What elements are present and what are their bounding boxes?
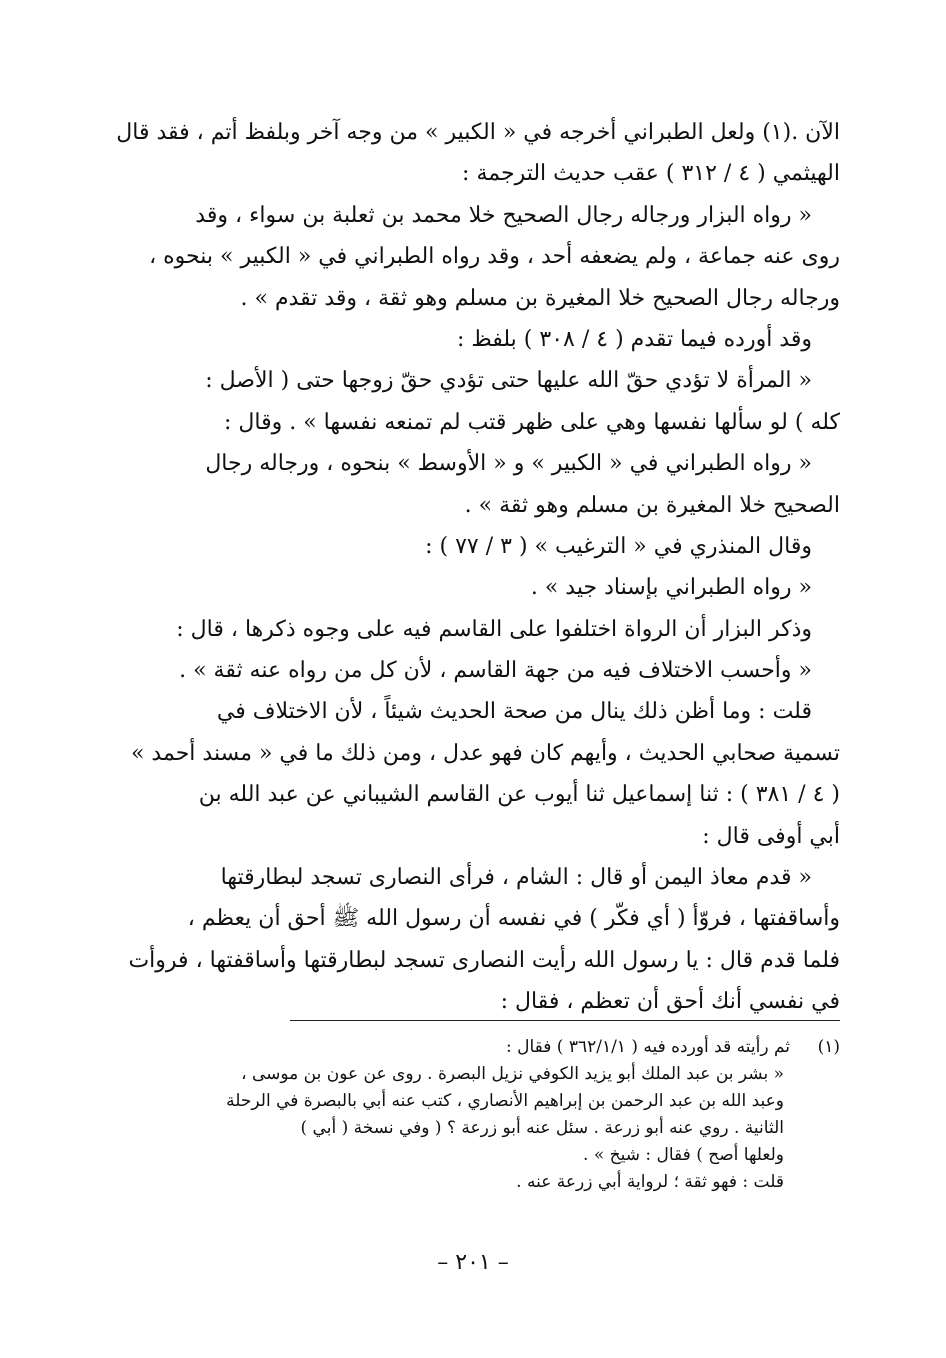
text-line: الآن .(١) ولعل الطبراني أخرجه في « الكبير » من وجه آخر وبلفظ أتم ، فقد قال: [116, 120, 840, 145]
text-line: أبي أوفى قال :: [702, 823, 840, 849]
footnote-line: ولعلها أصح ) فقال : شيخ » .: [583, 1145, 784, 1165]
footnote-first-line: [108, 1034, 840, 1061]
footnote-line: الثانية . روي عنه أبو زرعة . سئل عنه أبو زرعة ؟ ( وفي نسخة ( أبي ): [300, 1118, 784, 1138]
text-line: « قدم معاذ اليمن أو قال : الشام ، فرأى النصارى تسجد لبطارقتها: [220, 865, 812, 891]
footnote-line: وعبد الله بن عبد الرحمن بن إبراهيم الأنصاري ، كتب عنه أبي بالبصرة في الرحلة: [226, 1091, 784, 1111]
footnote: [108, 1034, 840, 1196]
text-line: ( ٤ / ٣٨١ ) : ثنا إسماعيل ثنا أيوب عن القاسم الشيباني عن عبد الله بن: [198, 782, 840, 808]
text-line: في نفسي أنك أحق أن تعظم ، فقال :: [500, 989, 840, 1015]
text-line: روى عنه جماعة ، ولم يضعفه أحد ، وقد رواه الطبراني في « الكبير » بنحوه ،: [149, 244, 840, 270]
text-line: وقال المنذري في « الترغيب » ( ٣ / ٧٧ ) :: [425, 533, 812, 559]
page-number: – ٢٠١ –: [437, 1250, 509, 1275]
text-line: « وأحسب الاختلاف فيه من جهة القاسم ، لأن كل من رواه عنه ثقة » .: [179, 658, 812, 684]
text-line: « رواه الطبراني بإسناد جيد » .: [530, 575, 812, 601]
text-line: كله ) لو سألها نفسها وهي على ظهر قتب لم تمنعه نفسها » . وقال :: [223, 409, 840, 435]
text-line: « المرأة لا تؤدي حقّ الله عليها حتى تؤدي حقّ زوجها حتى ( الأصل :: [205, 368, 812, 394]
footnote-line: قلت : فهو ثقة ؛ لرواية أبي زرعة عنه .: [516, 1172, 784, 1192]
text-line: فلما قدم قال : يا رسول الله رأيت النصارى تسجد لبطارقتها وأساقفتها ، فروأت: [128, 947, 840, 973]
text-line: « رواه البزار ورجاله رجال الصحيح خلا محمد بن ثعلبة بن سواء ، وقد: [195, 202, 812, 228]
main-text: [108, 112, 840, 1023]
text-line: « رواه الطبراني في « الكبير » و « الأوسط » بنحوه ، ورجاله رجال: [205, 451, 812, 477]
text-line: وأساقفتها ، فروّأ ( أي فكّر ) في نفسه أن رسول الله ﷺ أحق أن يعظم ،: [187, 906, 840, 932]
text-line: الصحيح خلا المغيرة بن مسلم وهو ثقة » .: [464, 492, 840, 518]
footnote-text: ثم رأيته قد أورده فيه ( ٣٦٢/١/١ ) فقال :: [505, 1037, 790, 1057]
footnote-line: « بشر بن عبد الملك أبو يزيد الكوفي نزيل البصرة . روى عن عون بن موسى ،: [241, 1064, 784, 1084]
text-line: وذكر البزار أن الرواة اختلفوا على القاسم فيه على وجوه ذكرها ، قال :: [176, 616, 812, 642]
text-line: الهيثمي ( ٤ / ٣١٢ ) عقب حديث الترجمة :: [462, 161, 840, 187]
footnote-separator: [290, 1020, 840, 1021]
text-line: قلت : وما أظن ذلك ينال من صحة الحديث شيئاً ، لأن الاختلاف في: [216, 699, 812, 725]
text-line: ورجاله رجال الصحيح خلا المغيرة بن مسلم وهو ثقة ، وقد تقدم » .: [240, 285, 840, 311]
footnote-number: (١): [817, 1037, 840, 1057]
text-line: تسمية صحابي الحديث ، وأيهم كان فهو عدل ، ومن ذلك ما في « مسند أحمد »: [130, 740, 840, 766]
text-line: وقد أورده فيما تقدم ( ٤ / ٣٠٨ ) بلفظ :: [456, 326, 812, 352]
